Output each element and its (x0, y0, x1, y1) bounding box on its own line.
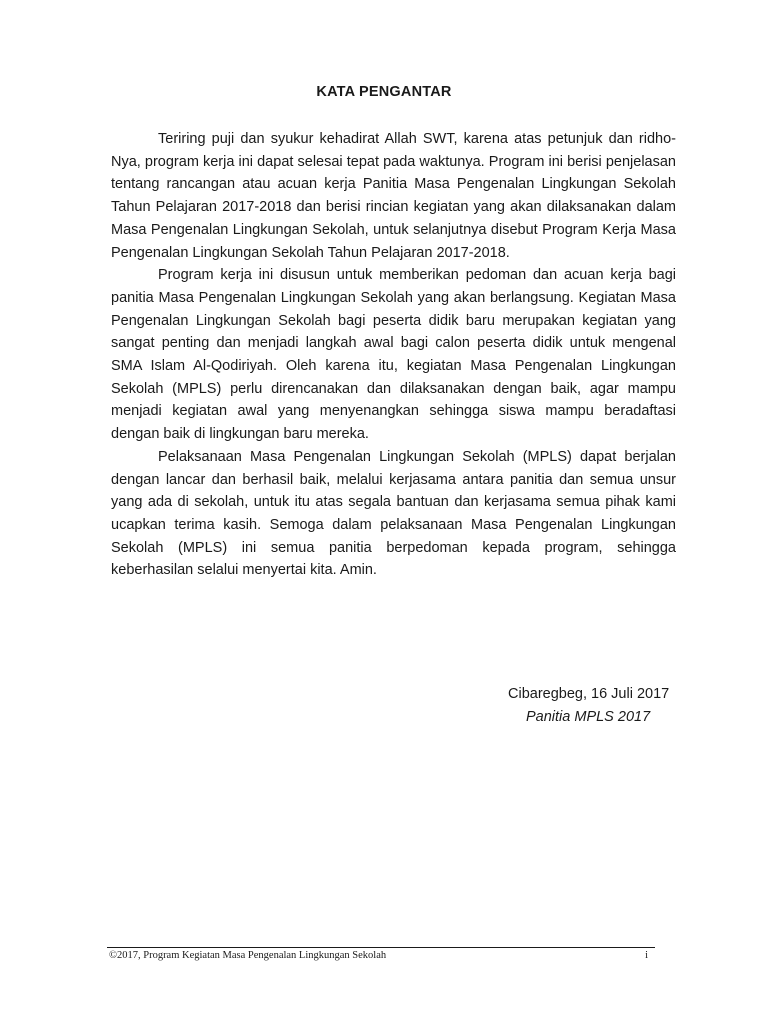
signature-committee: Panitia MPLS 2017 (526, 709, 651, 725)
paragraph-1: Teriring puji dan syukur kehadirat Allah SWT, karena atas petunjuk dan ridho-Nya, program kerja ini dapat selesai tepat pada waktunya. Program ini berisi penjelasan tentang rancangan atau acuan kerja Panitia Masa Pengenalan Lingkungan Sekolah Tahun Pelajaran 2017-2018 dan berisi rincian kegiatan yang akan dilaksanakan dalam Masa Pengenalan Lingkungan Sekolah, untuk selanjutnya disebut Program Kerja Masa Pengenalan Lingkungan Sekolah Tahun Pelajaran 2017-2018. (111, 131, 676, 261)
footer-text: ©2017, Program Kegiatan Masa Pengenalan Lingkungan Sekolah (109, 950, 387, 961)
signature-place-date: Cibaregbeg, 16 Juli 2017 (508, 686, 670, 702)
page-footer (109, 950, 654, 966)
page-title: KATA PENGANTAR (316, 84, 452, 100)
body-text (111, 128, 676, 582)
page-number: i (645, 950, 648, 961)
paragraph-2: Program kerja ini disusun untuk memberikan pedoman dan acuan kerja bagi panitia Masa Pengenalan Lingkungan Sekolah yang akan berlangsung. Kegiatan Masa Pengenalan Lingkungan Sekolah bagi peserta didik baru merupakan kegiatan yang sangat penting dan menjadi langkah awal bagi calon peserta didik untuk mengenal SMA Islam Al-Qodiriyah. Oleh karena itu, kegiatan Masa Pengenalan Lingkungan Sekolah (MPLS) perlu direncanakan dan dilaksanakan dengan baik, agar mampu menjadi kegiatan awal yang menyenangkan sehingga siswa mampu beradaftasi dengan baik di lingkungan baru mereka. (111, 267, 676, 443)
footer-divider (107, 947, 655, 948)
paragraph-3: Pelaksanaan Masa Pengenalan Lingkungan Sekolah (MPLS) dapat berjalan dengan lancar dan berhasil baik, melalui kerjasama antara panitia dan semua unsur yang ada di sekolah, untuk itu atas segala bantuan dan kerjasama semua pihak kami ucapkan terima kasih. Semoga dalam pelaksanaan Masa Pengenalan Lingkungan Sekolah (MPLS) ini semua panitia berpedoman kepada program, sehingga keberhasilan selalui menyertai kita. Amin. (111, 448, 676, 579)
